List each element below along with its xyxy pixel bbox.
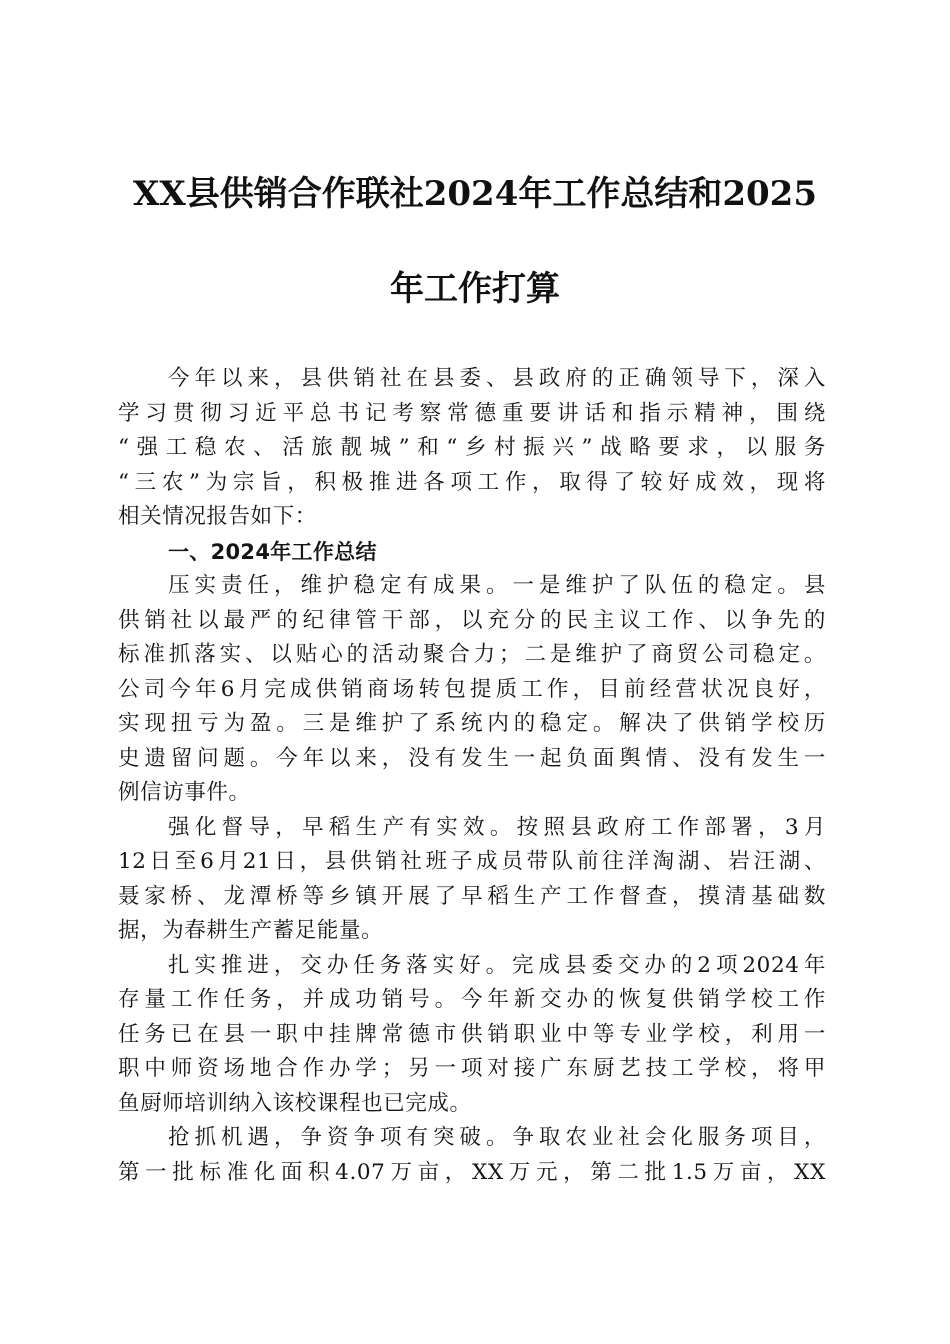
text-line: 扎实推进，交办任务落实好。完成县委交办的2项2024年 — [168, 952, 826, 978]
text-line: 职中师资场地合作办学；另一项对接广东厨艺技工学校，将甲 — [118, 1056, 826, 1081]
text-line: 任务已在县一职中挂牌常德市供销职业中等专业学校，利用一 — [118, 1021, 826, 1047]
text-line: 聂家桥、龙潭桥等乡镇开展了早稻生产工作督查，摸清基础数 — [118, 883, 826, 909]
text-line: 例信访事件。 — [118, 780, 251, 805]
text-line: 实现扭亏为盈。三是维护了系统内的稳定。解决了供销学校历 — [118, 711, 826, 736]
paragraph-supervision — [118, 811, 826, 949]
text-line: 据，为春耕生产蓄足能量。 — [118, 918, 384, 943]
text-line: 抢抓机遇，争资争项有突破。争取农业社会化服务项目， — [168, 1125, 826, 1150]
text-line: 鱼厨师培训纳入该校课程也已完成。 — [118, 1090, 472, 1116]
document-body — [118, 362, 826, 1190]
text-line: 公司今年6月完成供销商场转包提质工作，目前经营状况良好， — [118, 676, 826, 702]
text-line: 史遗留问题。今年以来，没有发生一起负面舆情、没有发生一 — [118, 745, 826, 771]
text-line: 强化督导，早稻生产有实效。按照县政府工作部署，3月 — [168, 814, 826, 840]
text-line: 标准抓落实、以贴心的活动聚合力；二是维护了商贸公司稳定。 — [118, 642, 826, 667]
section-heading-text: 一、2024年工作总结 — [168, 539, 377, 564]
text-line: 存量工作任务，并成功销号。今年新交办的恢复供销学校工作 — [118, 987, 826, 1012]
text-line: “强工稳农、活旅靓城”和“乡村振兴”战略要求，以服务 — [118, 435, 826, 460]
paragraph-responsibility — [118, 569, 826, 811]
text-line: 今年以来，县供销社在县委、县政府的正确领导下，深入 — [168, 366, 826, 391]
text-line: 学习贯彻习近平总书记考察常德重要讲话和指示精神，围绕 — [118, 400, 826, 426]
text-line: “三农”为宗旨，积极推进各项工作，取得了较好成效，现将 — [118, 469, 826, 495]
paragraph-intro — [118, 362, 826, 535]
document-title-line-1: XX县供销合作联社2024年工作总结和2025 — [132, 174, 818, 214]
text-line: 12日至6月21日，县供销社班子成员带队前往洋淘湖、岩汪湖、 — [118, 849, 826, 874]
section-heading — [118, 535, 826, 570]
text-line: 相关情况报告如下： — [118, 504, 317, 529]
paragraph-funding — [118, 1121, 826, 1190]
text-line: 压实责任，维护稳定有成果。一是维护了队伍的稳定。县 — [168, 573, 826, 598]
document-title-line-2: 年工作打算 — [390, 269, 560, 309]
paragraph-tasks — [118, 949, 826, 1122]
text-line: 供销社以最严的纪律管干部，以充分的民主议工作、以争先的 — [118, 607, 826, 633]
text-line: 第一批标准化面积4.07万亩，XX万元，第二批1.5万亩，XX — [118, 1159, 826, 1185]
